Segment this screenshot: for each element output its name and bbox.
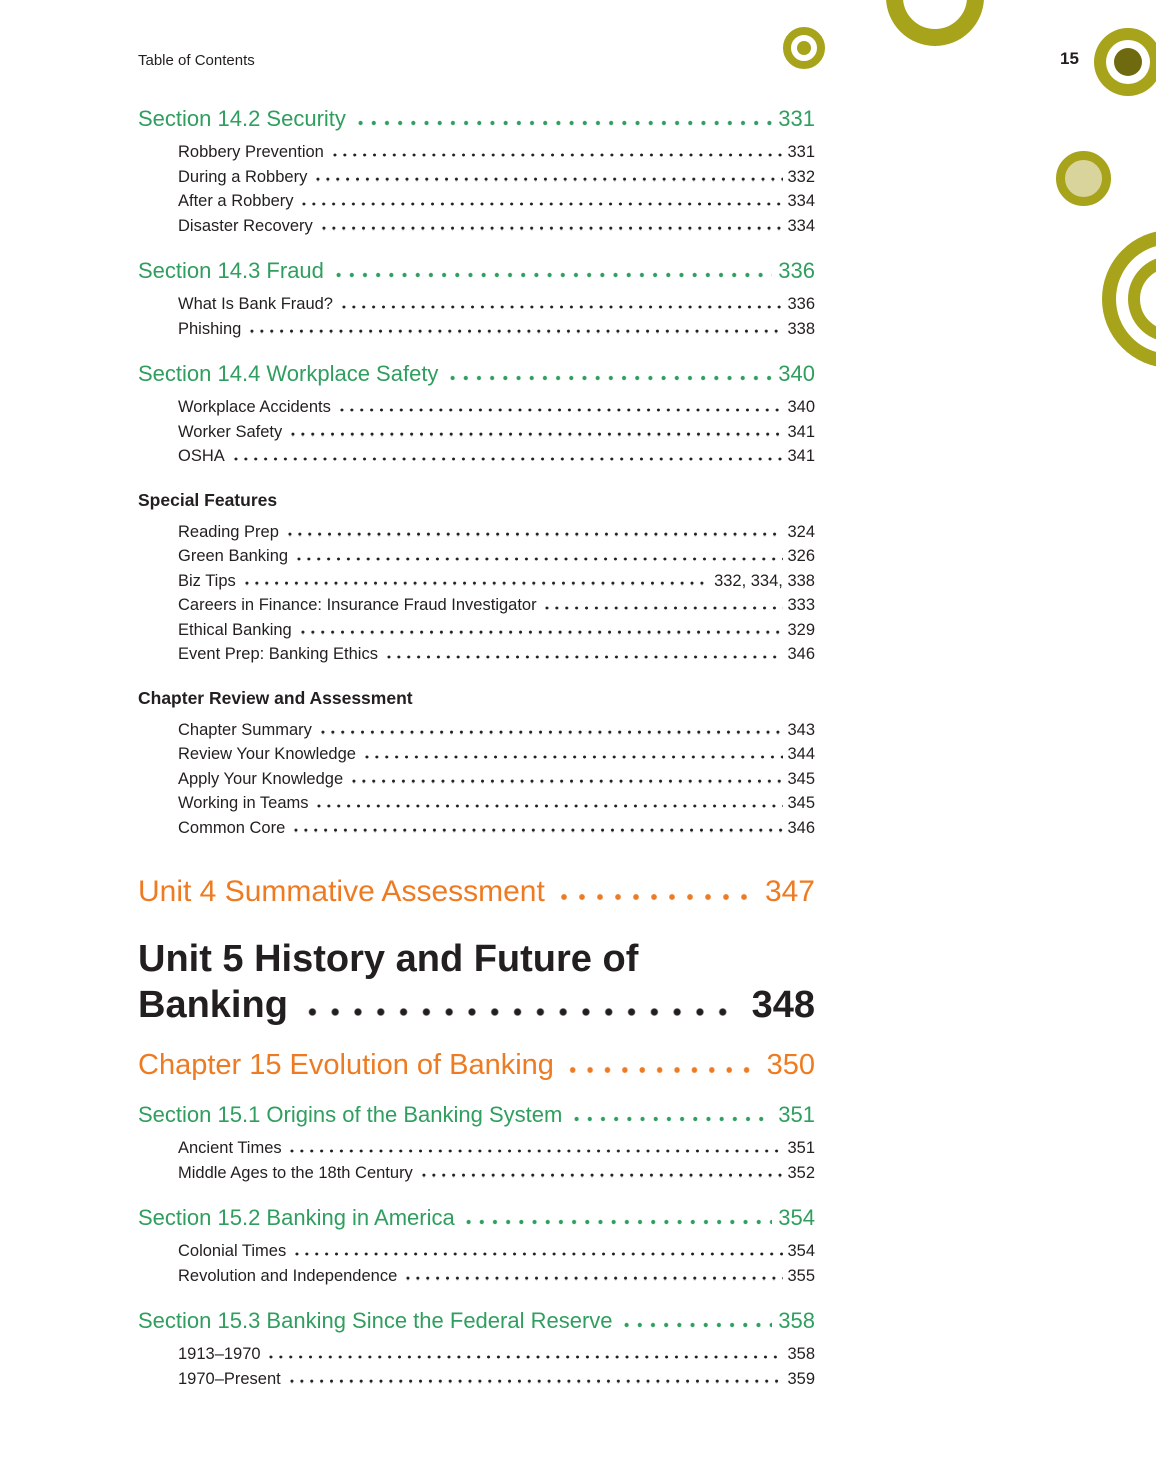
unit5-page: 348 xyxy=(751,984,815,1026)
entry-page: 355 xyxy=(787,1266,815,1285)
toc-entry-row xyxy=(138,1342,815,1367)
dot-leader xyxy=(288,432,783,436)
section-title: Section 14.2 Security xyxy=(138,106,346,131)
dot-leader xyxy=(291,828,782,832)
toc-entry-row xyxy=(138,791,815,816)
dot-leader xyxy=(446,375,772,381)
entry-page: 336 xyxy=(787,295,815,313)
decor-circle-center-icon xyxy=(1114,48,1142,76)
toc-group xyxy=(138,361,815,469)
entry-page: 332 xyxy=(787,167,815,186)
toc-entry-row xyxy=(138,718,815,743)
dot-leader xyxy=(354,120,772,126)
toc-entry-row xyxy=(138,742,815,767)
section-title: Section 14.4 Workplace Safety xyxy=(138,361,439,386)
entry-title: Middle Ages to the 18th Century xyxy=(178,1163,413,1182)
entry-title: 1970–Present xyxy=(178,1369,281,1388)
dot-leader xyxy=(313,177,782,181)
entry-page: 345 xyxy=(787,794,815,812)
toc-entry-row xyxy=(138,292,815,317)
toc-entry-row xyxy=(138,189,815,214)
dot-leader xyxy=(319,226,783,230)
entry-page: 338 xyxy=(787,319,815,338)
entry-page: 352 xyxy=(787,1163,815,1182)
section-heading-row xyxy=(138,1308,815,1334)
entry-page: 333 xyxy=(787,596,815,614)
entry-title: What Is Bank Fraud? xyxy=(178,295,333,313)
entry-title: Worker Safety xyxy=(178,422,283,441)
toc-entry-row xyxy=(138,816,815,841)
entry-title: Robbery Prevention xyxy=(178,143,324,161)
dot-leader xyxy=(570,1116,772,1122)
toc-group xyxy=(138,1308,815,1391)
chapter15-page: 350 xyxy=(766,1049,815,1081)
dot-leader xyxy=(318,730,783,734)
entry-page: 334 xyxy=(787,192,815,210)
toc-entry-row xyxy=(138,444,815,469)
section-title: Section 15.3 Banking Since the Federal Reserve xyxy=(138,1308,613,1333)
dot-leader xyxy=(247,329,782,333)
entry-page: 359 xyxy=(787,1369,815,1388)
dot-leader xyxy=(301,1007,740,1017)
group-heading: Special Features xyxy=(138,489,278,510)
section-heading-row xyxy=(138,361,815,387)
unit4-heading-row xyxy=(138,874,815,910)
toc-group xyxy=(138,106,815,238)
toc-group xyxy=(138,489,815,667)
unit4-title: Unit 4 Summative Assessment xyxy=(138,875,545,908)
toc-entry-row xyxy=(138,593,815,618)
dot-leader xyxy=(299,202,782,206)
entry-title: Review Your Knowledge xyxy=(178,745,356,763)
entry-title: Colonial Times xyxy=(178,1242,287,1260)
dot-leader xyxy=(285,532,783,536)
entry-title: 1913–1970 xyxy=(178,1345,261,1363)
entry-page: 329 xyxy=(787,620,815,639)
dot-leader xyxy=(384,655,783,659)
entry-page: 354 xyxy=(787,1242,815,1260)
toc-entry-row xyxy=(138,140,815,165)
dot-leader xyxy=(330,153,783,157)
dot-leader xyxy=(242,581,710,585)
entry-title: Careers in Finance: Insurance Fraud Investigator xyxy=(178,596,537,614)
dot-leader xyxy=(542,606,782,610)
entry-title: OSHA xyxy=(178,447,225,465)
toc-entry-row xyxy=(138,165,815,190)
unit4-page: 347 xyxy=(764,875,815,908)
entry-title: Disaster Recovery xyxy=(178,216,313,235)
entry-title: During a Robbery xyxy=(178,167,308,186)
entry-page: 326 xyxy=(787,547,815,565)
entry-title: Apply Your Knowledge xyxy=(178,769,344,788)
toc-entry-row xyxy=(138,520,815,545)
toc-entry-row xyxy=(138,420,815,445)
dot-leader xyxy=(298,630,783,634)
entry-title: Chapter Summary xyxy=(178,720,312,739)
section-title: Section 14.3 Fraud xyxy=(138,258,324,283)
dot-leader xyxy=(287,1149,782,1153)
chapter15-heading-row xyxy=(138,1048,815,1082)
entry-page: 332, 334, 338 xyxy=(714,571,815,590)
entry-page: 340 xyxy=(787,398,815,416)
entry-page: 341 xyxy=(787,422,815,441)
entry-title: Phishing xyxy=(178,319,242,338)
header-label: Table of Contents xyxy=(138,52,255,69)
entry-title: Reading Prep xyxy=(178,522,279,541)
section-heading-row xyxy=(138,258,815,284)
section-page: 354 xyxy=(778,1205,815,1230)
entry-title: Workplace Accidents xyxy=(178,398,331,416)
entry-page: 345 xyxy=(787,769,815,788)
toc-group xyxy=(138,258,815,341)
toc-entry-row xyxy=(138,1264,815,1289)
entry-title: Revolution and Independence xyxy=(178,1266,398,1285)
toc-entry-row xyxy=(138,642,815,667)
toc-group xyxy=(138,1205,815,1288)
group-heading: Chapter Review and Assessment xyxy=(138,687,413,708)
entry-page: 346 xyxy=(787,818,815,837)
section-page: 351 xyxy=(778,1102,815,1127)
entry-page: 344 xyxy=(787,745,815,763)
toc-entry-row xyxy=(138,214,815,239)
section-page: 331 xyxy=(778,106,815,131)
dot-leader xyxy=(419,1173,783,1177)
entry-title: After a Robbery xyxy=(178,192,294,210)
section-heading-row xyxy=(138,1102,815,1128)
dot-leader xyxy=(349,779,783,783)
dot-leader xyxy=(314,804,782,808)
entry-page: 343 xyxy=(787,720,815,739)
dot-leader xyxy=(339,305,783,309)
entry-title: Working in Teams xyxy=(178,794,309,812)
page-number: 15 xyxy=(1060,49,1079,68)
entry-title: Event Prep: Banking Ethics xyxy=(178,645,378,663)
dot-leader xyxy=(294,557,783,561)
unit5-line2: Banking xyxy=(138,984,288,1026)
section-heading-row xyxy=(138,1205,815,1231)
toc-entry-row xyxy=(138,1136,815,1161)
entry-page: 324 xyxy=(787,522,815,541)
dot-leader xyxy=(266,1355,782,1359)
toc-entry-row xyxy=(138,1239,815,1264)
entry-page: 351 xyxy=(787,1139,815,1157)
dot-leader xyxy=(231,457,783,461)
toc-group xyxy=(138,687,815,841)
dot-leader xyxy=(403,1276,783,1280)
toc-entry-row xyxy=(138,569,815,594)
toc-entry-row xyxy=(138,1367,815,1392)
section-page: 340 xyxy=(778,361,815,386)
decor-ring-top-icon xyxy=(886,0,984,46)
section-page: 336 xyxy=(778,258,815,283)
unit5-line1: Unit 5 History and Future of xyxy=(138,938,639,980)
entry-page: 341 xyxy=(787,447,815,465)
dot-leader xyxy=(462,1219,771,1225)
entry-title: Ethical Banking xyxy=(178,620,292,639)
entry-title: Common Core xyxy=(178,818,286,837)
dot-leader xyxy=(337,408,783,412)
entry-page: 346 xyxy=(787,645,815,663)
toc-content xyxy=(138,0,815,1391)
toc-entry-row xyxy=(138,618,815,643)
entry-page: 358 xyxy=(787,1345,815,1363)
section-title: Section 15.1 Origins of the Banking System xyxy=(138,1102,563,1127)
dot-leader xyxy=(362,755,783,759)
decor-circle-right-icon xyxy=(1094,28,1156,96)
entry-page: 331 xyxy=(787,143,815,161)
dot-leader xyxy=(555,893,756,901)
section-title: Section 15.2 Banking in America xyxy=(138,1205,455,1230)
toc-entry-row xyxy=(138,544,815,569)
toc-group xyxy=(138,1102,815,1185)
entry-title: Biz Tips xyxy=(178,571,236,590)
unit5-line2-row xyxy=(138,982,815,1028)
unit5-heading xyxy=(138,936,815,1028)
dot-leader xyxy=(332,272,772,278)
section-page: 358 xyxy=(778,1308,815,1333)
dot-leader xyxy=(620,1322,771,1328)
dot-leader xyxy=(564,1066,758,1074)
section-heading-row xyxy=(138,106,815,132)
entry-title: Ancient Times xyxy=(178,1139,282,1157)
entry-title: Green Banking xyxy=(178,547,289,565)
dot-leader xyxy=(287,1379,783,1383)
toc-entry-row xyxy=(138,1161,815,1186)
decor-ring-mid-icon xyxy=(1056,151,1111,206)
dot-leader xyxy=(292,1252,783,1256)
toc-entry-row xyxy=(138,767,815,792)
entry-page: 334 xyxy=(787,216,815,235)
toc-entry-row xyxy=(138,395,815,420)
toc-entry-row xyxy=(138,317,815,342)
chapter15-title: Chapter 15 Evolution of Banking xyxy=(138,1049,554,1081)
